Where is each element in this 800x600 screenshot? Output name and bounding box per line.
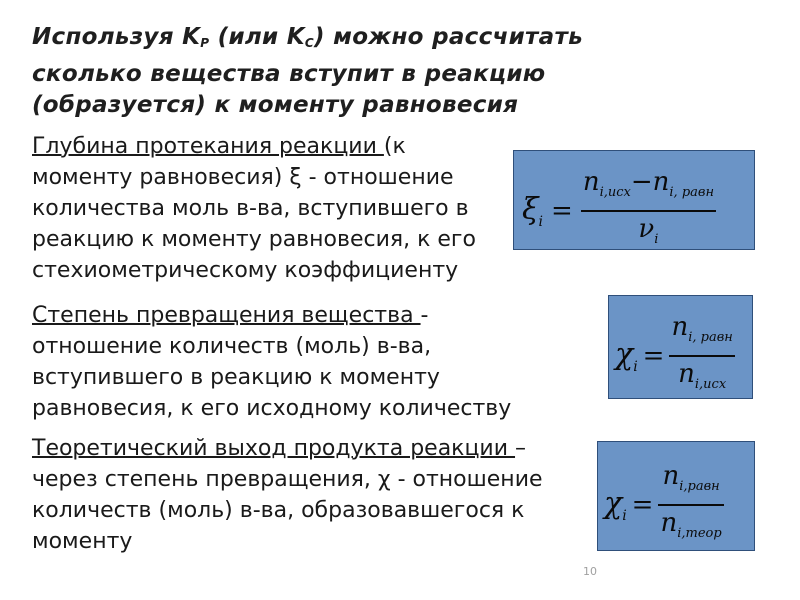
kc-subscript: C <box>304 36 314 50</box>
fraction <box>581 165 716 257</box>
fraction <box>669 310 734 402</box>
term-reaction-depth: Глубина протекания реакции <box>32 134 384 159</box>
title-line-1: Используя $K_P$ (или $K_C$) можно рассчитать <box>32 24 583 50</box>
definition-theoretical-yield: Теоретический выход продукта реакции – через степень превращения, χ - отношение количеств (моль) в-ва, образовавшегося к моменту <box>32 436 543 554</box>
numerator: $n_{i,равн}$ <box>662 461 720 495</box>
fraction <box>658 459 723 551</box>
definition-conversion-degree: Степень превращения вещества - отношение количеств (моль) в-ва, вступившего в реакцию к моменту равновесия, к его исходному количеству <box>32 303 512 421</box>
numerator: $n_{i,исх}-n_{i, равн}$ <box>582 167 715 201</box>
xi-symbol: $\xi_i$ <box>522 191 544 230</box>
title-line-2: сколько вещества вступит в реакцию <box>32 61 546 87</box>
formula-theoretical-yield: $\chi_i$ = $\frac{n_{i,равн}}{n_{i,теор}}$ <box>597 441 755 551</box>
formula-conversion-degree: $\chi_i$ = $\frac{n_{i, равн}}{n_{i,исх}}$ <box>608 295 753 399</box>
slide-title <box>32 22 772 121</box>
definition-reaction-depth: Глубина протекания реакции (к моменту равновесия) ξ - отношение количества моль в-ва, вступившего в реакцию к моменту равновесия, к его стехиометрическому коэффициенту <box>32 134 476 283</box>
term-theoretical-yield: Теоретический выход продукта реакции <box>32 436 516 461</box>
chi-symbol: $\chi_i$ <box>604 485 627 524</box>
page-number: 10 <box>583 565 597 578</box>
formula-reaction-depth: $\xi_i$ = $\frac{n_{i,исх}-n_{i, равн}}{\nu_i}$ <box>513 150 755 250</box>
term-conversion-degree: Степень превращения вещества <box>32 303 421 328</box>
numerator: $n_{i, равн}$ <box>671 312 733 346</box>
denominator: $\nu_i$ <box>638 213 659 247</box>
denominator: $n_{i,теор}$ <box>660 507 722 541</box>
chi-symbol: $\chi_i$ <box>615 336 638 375</box>
kp-subscript: P <box>200 36 210 50</box>
title-line-3: (образуется) к моменту равновесия <box>32 92 519 118</box>
denominator: $n_{i,исх}$ <box>678 358 727 392</box>
